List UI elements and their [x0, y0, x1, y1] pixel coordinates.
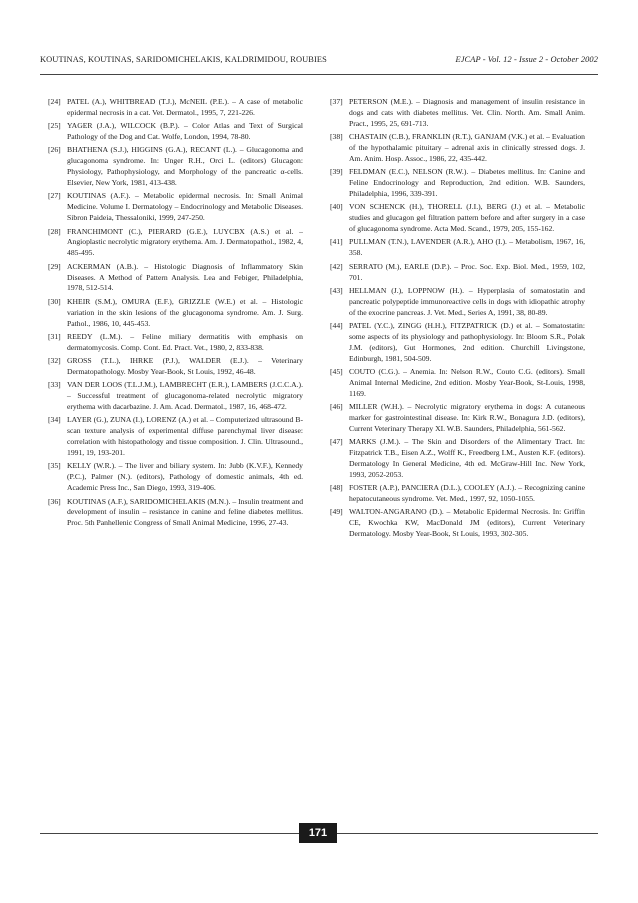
reference-number: [44] — [330, 320, 343, 330]
reference-number: [26] — [48, 145, 61, 155]
reference-text: VON SCHENCK (H.), THORELL (J.I.), BERG (J.) et al. – Metabolic studies and glucagon gel filtration pattern before and after surgery in a case of glucagonoma syndrome. Acta Med. Scand., 1979, 205, 155-162. — [349, 202, 585, 234]
reference-number: [33] — [48, 380, 61, 390]
reference-number: [29] — [48, 261, 61, 271]
reference-number: [42] — [330, 261, 343, 271]
reference-text: FRANCHIMONT (C.), PIERARD (G.E.), LUYCBX (A.S.) et al. – Angioplastic necrolytic migratory erythema. Am. J. Dermatopathol., 1982, 4, 485-495. — [67, 226, 303, 258]
reference-entry — [330, 167, 585, 200]
reference-entry — [48, 121, 303, 143]
reference-number: [46] — [330, 402, 343, 412]
reference-number: [38] — [330, 132, 343, 142]
reference-text: PATEL (A.), WHITBREAD (T.J.), McNEIL (P.E.). – A case of metabolic epidermal necrosis in a cat. Vet. Dermatol., 1995, 7, 221-226. — [67, 97, 303, 117]
reference-entry — [48, 297, 303, 330]
reference-text: FELDMAN (E.C.), NELSON (R.W.). – Diabetes mellitus. In: Canine and Feline Endocrinology and Reproduction, 2nd edition. W.B. Saunders, Philadelphia, 1996, 339-391. — [349, 167, 585, 199]
reference-entry — [330, 437, 585, 481]
reference-number: [48] — [330, 483, 343, 493]
reference-text: FOSTER (A.P.), PANCIERA (D.L.), COOLEY (A.J.). – Recognizing canine hepatocutaneous syndrome. Vet. Med., 1997, 92, 1050-1055. — [349, 483, 585, 504]
reference-text: REEDY (L.M.). – Feline miliary dermatitis with emphasis on dermatomycosis. Comp. Cont. Ed. Pract. Vet., 1980, 2, 833-838. — [67, 331, 303, 352]
references-column-right — [330, 97, 585, 543]
reference-entry — [48, 461, 303, 494]
reference-text: VAN DER LOOS (T.L.J.M.), LAMBRECHT (E.R.), LAMBERS (J.C.C.A.). – Successful treatment of glucagonoma-related necrolytic migratory erythema with dacarbazine. J. Am. Acad. Dermatol., 1987, 16, 468-472. — [67, 380, 303, 412]
reference-entry — [330, 202, 585, 235]
running-header — [40, 55, 598, 69]
reference-number: [43] — [330, 285, 343, 295]
reference-number: [39] — [330, 167, 343, 177]
footer-rule-right — [337, 833, 598, 834]
reference-entry — [330, 321, 585, 365]
reference-number: [24] — [48, 97, 61, 106]
reference-number: [35] — [48, 461, 61, 471]
reference-text: PETERSON (M.E.). – Diagnosis and management of insulin resistance in dogs and cats with diabetes mellitus. Vet. Clin. North. Am. Small Anim. Pract., 1995, 25, 691-713. — [349, 97, 585, 128]
reference-number: [40] — [330, 202, 343, 212]
reference-number: [45] — [330, 366, 343, 376]
reference-text: KOUTINAS (A.F.), SARIDOMICHELAKIS (M.N.). – Insulin treatment and development of insulin – resistance in canine and feline diabetes mellitus. Proc. 5th Panhellenic Congress of Small Animal Medicine, 1996, 27-43. — [67, 496, 304, 528]
footer-rule-left — [40, 833, 299, 834]
reference-text: COUTO (C.G.). – Anemia. In: Nelson R.W., Couto C.G. (editors). Small Animal Internal Medicine, 2nd edition. Mosby Year-Book, St-Louis, 1998, 1169. — [349, 366, 585, 398]
reference-entry — [330, 483, 585, 505]
reference-entry — [48, 191, 303, 224]
reference-entry — [48, 227, 303, 260]
reference-text: HELLMAN (J.), LOPPNOW (H.). – Hyperplasia of somatostatin and pancreatic polypeptide immunoreactive cells in dogs with idiopathic atrophy of the exocrine pancreas. J. Vet. Med., Series A, 1991, 38, 80-89. — [349, 285, 585, 317]
reference-entry — [48, 332, 303, 354]
reference-text: PULLMAN (T.N.), LAVENDER (A.R.), AHO (I.). – Metabolism, 1967, 16, 358. — [349, 237, 585, 258]
reference-entry — [48, 356, 303, 378]
references-column-left — [48, 97, 303, 532]
page-number: 171 — [299, 823, 337, 843]
reference-entry — [48, 262, 303, 295]
reference-text: KOUTINAS (A.F.). – Metabolic epidermal necrosis. In: Small Animal Medicine. Volume I. Dermatology – Endocrinology and Metabolic Diseases. Sibron Paideia, Thessaloniki, 1999, 247-250. — [67, 191, 303, 223]
reference-text: WALTON-ANGARANO (D.). – Metabolic Epidermal Necrosis. In: Griffin CE, Kwochka KW, MacDonald JM (editors), Current Veterinary Dermatology. Mosby Year-Book, St Louis, 1993, 302-305. — [349, 507, 585, 539]
reference-text: KHEIR (S.M.), OMURA (E.F.), GRIZZLE (W.E.) et al. – Histologic variation in the skin lesions of the glucagonoma syndrome. Am. J. Surg. Pathol., 1986, 10, 445-453. — [67, 296, 303, 328]
reference-number: [36] — [48, 496, 61, 506]
reference-number: [31] — [48, 331, 61, 341]
reference-text: LAYER (G.), ZUNA (I.), LORENZ (A.) et al. – Computerized ultrasound B-scan texture analysis of experimental diffuse parenchymal liver disease: correlation with histopathology and tissue composition. J. Clin. Ultrasound., 1991, 19, 193-201. — [67, 415, 303, 458]
reference-entry — [48, 97, 303, 119]
reference-entry — [48, 497, 303, 530]
reference-text: MARKS (J.M.). – The Skin and Disorders of the Alimentary Tract. In: Fitzpatrick T.B., Eisen A.Z., Wolff K., Freedberg I.M., Austen K.F. (editors). Dermatology In General Medicine, 4th ed. McGraw-Hill Inc. New York, 1993, 2052-2053. — [349, 437, 585, 479]
reference-text: SERRATO (M.), EARLE (D.P.). – Proc. Soc. Exp. Biol. Med., 1959, 102, 701. — [349, 261, 585, 282]
reference-number: [41] — [330, 237, 343, 247]
reference-entry — [330, 402, 585, 435]
reference-entry — [330, 97, 585, 130]
reference-entry — [330, 286, 585, 319]
header-journal: EJCAP - Vol. 12 - Issue 2 - October 2002 — [455, 55, 598, 64]
reference-entry — [330, 367, 585, 400]
reference-number: [47] — [330, 437, 343, 447]
reference-number: [37] — [330, 97, 343, 106]
reference-text: BHATHENA (S.J.), HIGGINS (G.A.), RECANT (L.). – Glucagonoma and glucagonoma syndrome. In: Unger R.H., Orci L. (editors) Glucagon: Physiology, Pathophysiology, and Morphology of the pancreatic α-cells. Elsevier, New York, 1981, 413-438. — [67, 145, 303, 188]
reference-number: [27] — [48, 191, 61, 201]
reference-number: [34] — [48, 415, 61, 425]
reference-entry — [330, 262, 585, 284]
reference-entry — [330, 507, 585, 540]
reference-text: YAGER (J.A.), WILCOCK (B.P.). – Color Atlas and Text of Surgical Pathology of the Dog and Cat. Wolfe, London, 1994, 78-80. — [67, 121, 303, 142]
reference-text: ACKERMAN (A.B.). – Histologic Diagnosis of Inflammatory Skin Diseases. A Method of Pattern Analysis. Lea and Febiger, Philadelphia, 1978, 512-514. — [67, 261, 303, 293]
reference-entry — [330, 132, 585, 165]
reference-text: CHASTAIN (C.B.), FRANKLIN (R.T.), GANJAM (V.K.) et al. – Evaluation of the hypothalamic pituitary – adrenal axis in clinically stressed dogs. J. Am. Anim. Hosp. Assoc., 1986, 22, 435-442. — [349, 132, 585, 163]
reference-number: [28] — [48, 226, 61, 236]
reference-number: [32] — [48, 356, 61, 366]
header-rule — [40, 74, 598, 75]
reference-text: KELLY (W.R.). – The liver and biliary system. In: Jubb (K.V.F.), Kennedy (P.C.), Palmer (N.). (editors), Pathology of domestic animals, 4th ed. Academic Press Inc., San Diego, 1993, 319-406. — [67, 461, 303, 493]
reference-text: GROSS (T.L.), IHRKE (P.J.), WALDER (E.J.). – Veterinary Dermatopathology. Mosby Year-Book, St Louis, 1992, 46-48. — [67, 356, 303, 376]
reference-number: [25] — [48, 121, 61, 131]
reference-text: PATEL (Y.C.), ZINGG (H.H.), FITZPATRICK (D.) et al. – Somatostatin: some aspects of its physiology and pathophysiology. In: Bloom S.R., Polak J.M. (editors), Gut Hormones, 2nd edition. Churchill Livingstone, Edinburgh, 1981, 504-509. — [349, 320, 585, 363]
reference-text: MILLER (W.H.). – Necrolytic migratory erythema in dogs: A cutaneous marker for gastrointestinal disease. In: Kirk R.W., Bonagura J.D. (editors), Current Veterinary Therapy XI. W.B. Saunders, Philadelphia, 561-562. — [349, 402, 585, 433]
reference-entry — [330, 237, 585, 259]
reference-entry — [48, 145, 303, 189]
reference-number: [30] — [48, 296, 61, 306]
reference-entry — [48, 415, 303, 459]
reference-entry — [48, 380, 303, 413]
header-authors: KOUTINAS, KOUTINAS, SARIDOMICHELAKIS, KALDRIMIDOU, ROUBIES — [40, 55, 327, 64]
reference-number: [49] — [330, 507, 343, 517]
